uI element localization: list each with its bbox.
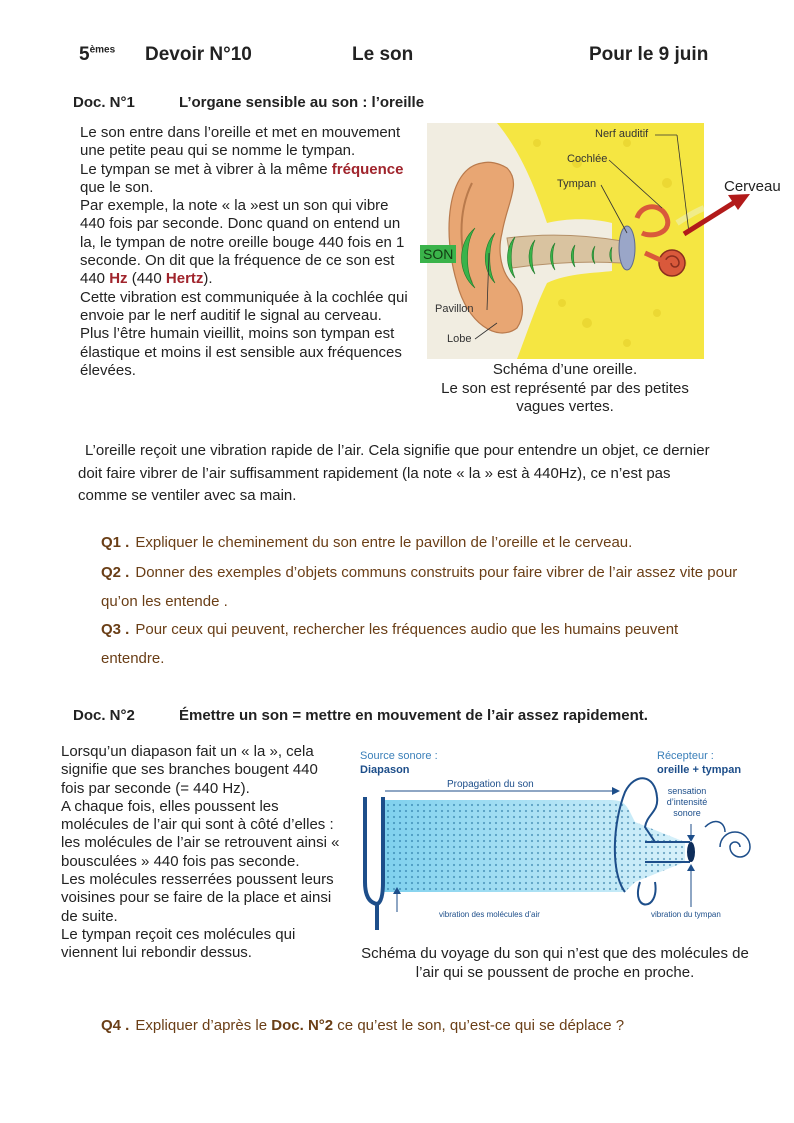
ear-diagram (427, 123, 704, 359)
tuning-fork-diagram (355, 742, 775, 932)
doc1-p2: Le tympan se met à vibrer à la même fréquence que le son. (80, 160, 404, 196)
label-lobe: Lobe (447, 333, 472, 345)
label-sensation: sensation d’intensité sonore (666, 786, 708, 818)
question-4: Q4 . Expliquer d’après le Doc. N°2 ce qu’est le son, qu’est-ce qui se déplace ? (101, 1017, 625, 1034)
doc1-caption-line1: Schéma d’une oreille. (492, 361, 638, 378)
doc1-label: Doc. N°1 (73, 94, 135, 111)
doc1-paragraph: L’oreille reçoit une vibration rapide de l’air. Cela signifie que pour entendre un objet, ce dernier doit faire vibrer de l’air suffisamment rapidement (la note « la » est à 440Hz), ce n’est pas comme se ventiler avec sa main. (78, 442, 710, 504)
doc2-title: Émettre un son = mettre en mouvement de l’air assez rapidement. (179, 707, 648, 724)
label-diapason: Diapason (360, 764, 410, 776)
cerveau-arrow-icon (680, 190, 760, 240)
doc1-caption-line2: Le son est représenté par des petites vagues vertes. (441, 379, 689, 415)
homework-number: Devoir N°10 (145, 44, 252, 65)
label-tympan: Tympan (557, 178, 597, 190)
ear-illustration (427, 123, 704, 359)
doc1-text (80, 124, 410, 380)
label-vibration-air: vibration des molécules d’air (439, 910, 540, 919)
grade-level: 5èmes (79, 44, 116, 65)
label-oreille-tympan: oreille + tympan (657, 764, 742, 776)
subject-title: Le son (352, 44, 414, 65)
doc1-p1: Le son entre dans l’oreille et met en mouvement une petite peau qui se nomme le tympan. (80, 124, 401, 160)
label-recepteur: Récepteur : (657, 750, 714, 762)
question-1: Q1 . Expliquer le cheminement du son entre le pavillon de l’oreille et le cerveau. (101, 534, 633, 551)
doc2-text: Lorsqu’un diapason fait un « la », cela signifie que ses branches bougent 440 fois par seconde (= 440 Hz). A chaque fois, elles poussent les molécules de l’air qui sont à côté d’elles : les molécules de l’air se retrouvent ainsi « bousculées » 440 fois pas seconde. Les molécules resserrées poussent leurs voisines pour se faire de la place et ainsi de suite. Le tympan reçoit ces molécules qui viennent lui rebondir dessus. (61, 743, 340, 962)
label-source-sonore: Source sonore : (360, 750, 438, 762)
label-propagation: Propagation du son (447, 779, 534, 790)
doc1-p3: Par exemple, la note « la »est un son qui vibre 440 fois par seconde. Donc quand on entend un la, le tympan de notre oreille bouge 440 fois en 1 seconde. On dit que la fréquence de ce son est 440 Hz (440 Hertz). (80, 197, 405, 288)
label-cerveau: Cerveau (724, 178, 781, 195)
label-nerf-auditif: Nerf auditif (595, 128, 649, 140)
doc2-label: Doc. N°2 (73, 707, 135, 724)
label-cochlee: Cochlée (567, 153, 608, 165)
doc1-p5: Plus l’être humain vieillit, moins son tympan est élastique et moins il est sensible aux fréquences élevées. (80, 325, 402, 379)
question-3: Q3 . Pour ceux qui peuvent, rechercher les fréquences audio que les humains peuvent entendre. (101, 621, 679, 667)
question-2: Q2 . Donner des exemples d’objets communs construits pour faire vibrer de l’air assez vite pour qu’on les entende . (101, 564, 738, 610)
doc1-title: L’organe sensible au son : l’oreille (179, 94, 425, 111)
doc1-caption (420, 361, 710, 417)
due-date: Pour le 9 juin (589, 44, 709, 65)
label-pavillon: Pavillon (435, 303, 474, 315)
doc2-caption: Schéma du voyage du son qui n’est que des molécules de l’air qui se poussent de proche en proche. (361, 945, 749, 981)
label-vibration-tympan: vibration du tympan (651, 910, 721, 919)
label-son: SON (420, 245, 456, 263)
doc1-p4: Cette vibration est communiquée à la cochlée qui envoie par le nerf auditif le signal au cerveau. (80, 288, 408, 324)
